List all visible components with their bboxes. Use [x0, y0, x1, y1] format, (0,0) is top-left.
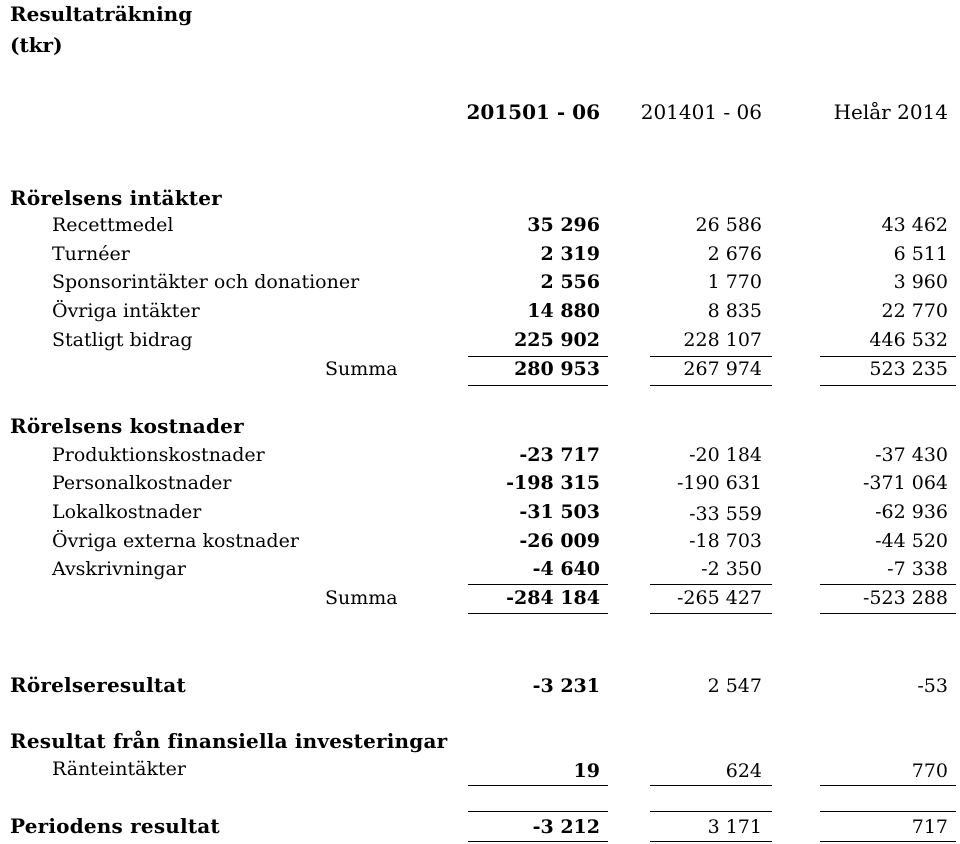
value-2015: 280 953 — [514, 358, 600, 380]
value-2015: 35 296 — [527, 214, 600, 236]
total-rule — [468, 613, 608, 614]
value-full-year: 446 532 — [869, 329, 948, 351]
value-2015: -4 640 — [532, 558, 600, 580]
row-label: Produktionskostnader — [52, 444, 265, 466]
subtotal-rule — [650, 785, 772, 786]
row-label: Turnéer — [52, 243, 130, 265]
value-2014: -265 427 — [677, 587, 762, 609]
value-full-year: 22 770 — [881, 300, 948, 322]
total-rule — [820, 385, 956, 386]
separator-rule — [820, 811, 956, 812]
value-2015: -3 212 — [532, 816, 600, 838]
value-full-year: 717 — [911, 816, 948, 838]
total-rule — [468, 385, 608, 386]
subtotal-rule — [468, 584, 608, 585]
separator-rule — [650, 811, 772, 812]
subtotal-rule — [468, 785, 608, 786]
value-full-year: 523 235 — [869, 358, 948, 380]
row-label: Personalkostnader — [52, 472, 232, 494]
row-label: Övriga intäkter — [52, 300, 200, 322]
value-2014: 8 835 — [707, 300, 762, 322]
summa-label: Summa — [325, 358, 398, 380]
subtotal-rule — [468, 356, 608, 357]
value-2014: -190 631 — [677, 472, 762, 494]
value-2014: 624 — [725, 760, 762, 782]
report-unit: (tkr) — [10, 33, 63, 57]
value-2015: -3 231 — [532, 675, 600, 697]
value-2014: -33 559 — [689, 503, 762, 525]
row-label: Avskrivningar — [52, 558, 186, 580]
value-2014: 2 676 — [707, 243, 762, 265]
section-heading-kostnader: Rörelsens kostnader — [10, 414, 244, 438]
value-full-year: -53 — [917, 675, 948, 697]
value-full-year: -62 936 — [875, 501, 948, 523]
subtotal-rule — [820, 584, 956, 585]
subtotal-rule — [650, 584, 772, 585]
value-full-year: 3 960 — [893, 271, 948, 293]
row-label: Statligt bidrag — [52, 329, 193, 351]
value-2015: 14 880 — [527, 300, 600, 322]
total-rule — [468, 841, 608, 842]
total-rule — [650, 385, 772, 386]
value-2014: -20 184 — [689, 444, 762, 466]
row-label: Sponsorintäkter och donationer — [52, 271, 360, 293]
subtotal-rule — [820, 356, 956, 357]
value-2014: -18 703 — [689, 530, 762, 552]
value-2014: -2 350 — [701, 558, 762, 580]
operating-result-label: Rörelseresultat — [10, 673, 186, 697]
value-2014: 26 586 — [695, 214, 762, 236]
subtotal-rule — [650, 356, 772, 357]
row-label: Övriga externa kostnader — [52, 530, 299, 552]
separator-rule — [468, 811, 608, 812]
value-2015: 19 — [573, 760, 600, 782]
value-2014: 1 770 — [707, 271, 762, 293]
column-header-2015: 201501 - 06 — [466, 100, 600, 124]
value-2015: -23 717 — [519, 444, 600, 466]
summa-label: Summa — [325, 587, 398, 609]
subtotal-rule — [820, 785, 956, 786]
value-2014: 228 107 — [683, 329, 762, 351]
value-full-year: -44 520 — [875, 530, 948, 552]
value-2015: 225 902 — [514, 329, 600, 351]
value-2014: 3 171 — [707, 816, 762, 838]
total-rule — [820, 841, 956, 842]
total-rule — [820, 613, 956, 614]
section-heading-finans: Resultat från finansiella investeringar — [10, 729, 448, 753]
value-full-year: 43 462 — [881, 214, 948, 236]
value-2014: 267 974 — [683, 358, 762, 380]
value-full-year: -37 430 — [875, 444, 948, 466]
value-full-year: -371 064 — [863, 472, 948, 494]
value-full-year: -7 338 — [887, 558, 948, 580]
value-2015: 2 319 — [540, 243, 600, 265]
value-full-year: -523 288 — [863, 587, 948, 609]
row-label: Ränteintäkter — [52, 758, 186, 780]
value-full-year: 770 — [911, 760, 948, 782]
column-header-2014: 201401 - 06 — [640, 100, 762, 124]
value-2015: -284 184 — [506, 587, 600, 609]
value-2015: -198 315 — [506, 472, 600, 494]
value-2015: 2 556 — [540, 271, 600, 293]
report-title: Resultaträkning — [10, 2, 193, 26]
section-heading-intakter: Rörelsens intäkter — [10, 186, 222, 210]
total-rule — [650, 841, 772, 842]
row-label: Recettmedel — [52, 214, 174, 236]
period-result-label: Periodens resultat — [10, 814, 220, 838]
row-label: Lokalkostnader — [52, 501, 202, 523]
value-2014: 2 547 — [707, 675, 762, 697]
total-rule — [650, 613, 772, 614]
column-header-full-year: Helår 2014 — [833, 100, 948, 124]
value-2015: -31 503 — [519, 501, 600, 523]
value-2015: -26 009 — [519, 530, 600, 552]
value-full-year: 6 511 — [893, 243, 948, 265]
